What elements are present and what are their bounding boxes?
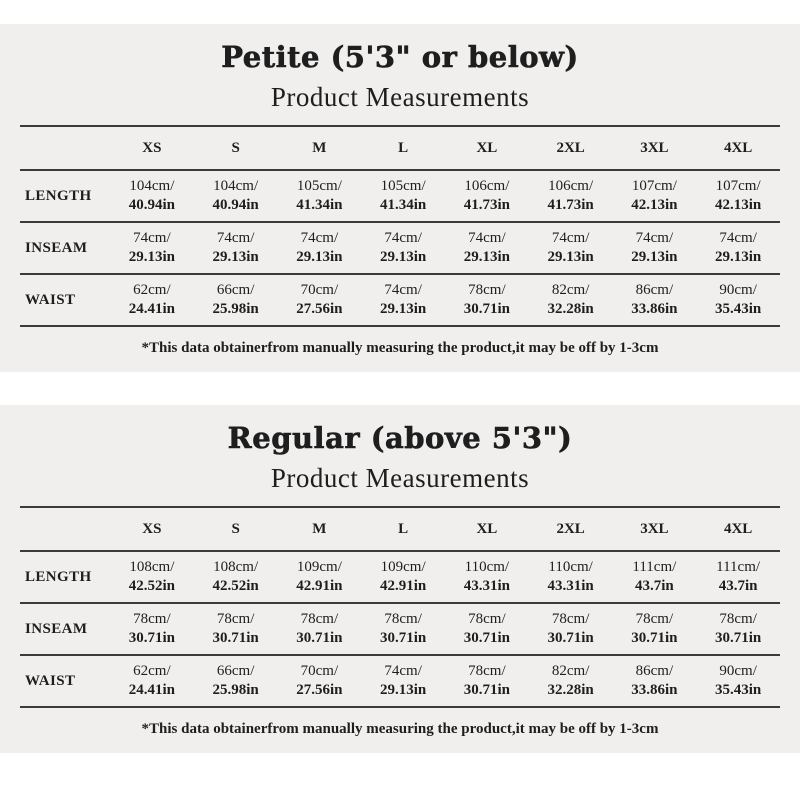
measurement-cell xyxy=(278,274,362,326)
in-value: 29.13in xyxy=(631,249,678,265)
measurement-cell xyxy=(529,170,613,222)
size-header-row xyxy=(20,507,780,551)
cm-value: 78cm/ xyxy=(384,611,422,628)
size-column-header: S xyxy=(231,139,240,156)
regular-size-table xyxy=(20,506,780,708)
in-value: 30.71in xyxy=(631,630,678,646)
measurement-row-inseam xyxy=(20,222,780,274)
measurement-cell xyxy=(194,551,278,603)
cm-value: 78cm/ xyxy=(719,611,757,628)
cm-value: 74cm/ xyxy=(216,230,255,247)
cm-value: 74cm/ xyxy=(551,230,590,247)
in-value: 40.94in xyxy=(128,197,175,213)
measurement-cell xyxy=(613,170,697,222)
section-regular xyxy=(0,405,800,753)
measurement-cell xyxy=(445,603,529,655)
in-value: 32.28in xyxy=(547,301,594,317)
in-value: 43.31in xyxy=(463,578,510,594)
cm-value: 111cm/ xyxy=(632,559,677,576)
size-column-header: 3XL xyxy=(640,139,669,156)
measurement-cell xyxy=(445,222,529,274)
in-value: 41.34in xyxy=(296,197,343,213)
measurement-cell xyxy=(529,274,613,326)
in-value: 30.71in xyxy=(379,630,427,646)
regular-measurement-disclaimer: *This data obtainerfrom manually measuring the product,it may be off by 1-3cm xyxy=(141,721,659,737)
row-label: WAIST xyxy=(25,291,76,308)
cm-value: 74cm/ xyxy=(300,230,339,247)
in-value: 43.7in xyxy=(718,578,758,594)
measurement-cell xyxy=(110,222,194,274)
in-value: 41.73in xyxy=(547,197,594,213)
cm-value: 78cm/ xyxy=(300,611,339,628)
cm-value: 107cm/ xyxy=(631,178,677,195)
in-value: 29.13in xyxy=(212,249,259,265)
measurement-cell xyxy=(110,551,194,603)
in-value: 30.71in xyxy=(714,630,762,646)
measurement-row-length xyxy=(20,170,780,222)
in-value: 42.13in xyxy=(714,197,762,213)
measurement-row-inseam xyxy=(20,603,780,655)
cm-value: 70cm/ xyxy=(300,282,339,299)
row-label: LENGTH xyxy=(25,568,92,585)
in-value: 35.43in xyxy=(714,301,762,317)
in-value: 29.13in xyxy=(296,249,343,265)
row-label: LENGTH xyxy=(25,187,92,204)
size-column-header: 2XL xyxy=(556,139,585,156)
cm-value: 109cm/ xyxy=(296,559,342,576)
size-column-header: S xyxy=(231,520,240,537)
cm-value: 110cm/ xyxy=(464,559,510,576)
in-value: 30.71in xyxy=(296,630,343,646)
measurement-cell xyxy=(278,603,362,655)
cm-value: 108cm/ xyxy=(129,559,175,576)
in-value: 24.41in xyxy=(128,682,175,698)
corner-cell xyxy=(20,507,110,551)
in-value: 27.56in xyxy=(296,682,343,698)
measurement-cell xyxy=(696,603,780,655)
measurement-cell xyxy=(278,170,362,222)
in-value: 42.91in xyxy=(379,578,427,594)
measurement-cell xyxy=(361,274,445,326)
in-value: 30.71in xyxy=(463,682,510,698)
cm-value: 78cm/ xyxy=(551,611,590,628)
cm-value: 66cm/ xyxy=(216,663,255,680)
petite-product-measurements-heading: Product Measurements xyxy=(270,82,530,112)
in-value: 29.13in xyxy=(128,249,175,265)
measurement-row-length xyxy=(20,551,780,603)
measurement-cell xyxy=(696,170,780,222)
cm-value: 109cm/ xyxy=(380,559,426,576)
size-column-header: M xyxy=(312,139,327,156)
cm-value: 82cm/ xyxy=(551,282,590,299)
measurement-cell xyxy=(361,603,445,655)
in-value: 42.52in xyxy=(128,578,175,594)
cm-value: 107cm/ xyxy=(715,178,761,195)
in-value: 32.28in xyxy=(547,682,594,698)
cm-value: 74cm/ xyxy=(468,230,506,247)
size-column-header: M xyxy=(312,520,327,537)
measurement-cell xyxy=(278,222,362,274)
cm-value: 74cm/ xyxy=(384,230,422,247)
size-column-header: L xyxy=(398,139,409,156)
in-value: 43.31in xyxy=(547,578,594,594)
in-value: 29.13in xyxy=(463,249,510,265)
in-value: 27.56in xyxy=(296,301,343,317)
in-value: 29.13in xyxy=(714,249,762,265)
in-value: 43.7in xyxy=(634,578,674,594)
cm-value: 106cm/ xyxy=(548,178,594,195)
cm-value: 74cm/ xyxy=(133,230,171,247)
measurement-cell xyxy=(278,655,362,707)
measurement-cell xyxy=(110,274,194,326)
size-column-header: 4XL xyxy=(723,520,753,537)
in-value: 35.43in xyxy=(714,682,762,698)
in-value: 24.41in xyxy=(128,301,175,317)
measurement-cell xyxy=(613,274,697,326)
regular-section-title: Regular (above 5'3") xyxy=(227,421,573,455)
in-value: 41.73in xyxy=(463,197,510,213)
cm-value: 78cm/ xyxy=(133,611,171,628)
measurement-cell xyxy=(110,603,194,655)
measurement-cell xyxy=(110,655,194,707)
size-column-header: L xyxy=(398,520,409,537)
cm-value: 74cm/ xyxy=(635,230,674,247)
size-column-header: XS xyxy=(142,520,162,537)
cm-value: 78cm/ xyxy=(635,611,674,628)
measurement-cell xyxy=(194,655,278,707)
cm-value: 78cm/ xyxy=(468,282,506,299)
measurement-cell xyxy=(696,551,780,603)
measurement-cell xyxy=(529,222,613,274)
cm-value: 110cm/ xyxy=(548,559,593,576)
measurement-cell xyxy=(445,655,529,707)
in-value: 41.34in xyxy=(379,197,427,213)
cm-value: 111cm/ xyxy=(716,559,761,576)
row-label: WAIST xyxy=(25,672,76,689)
row-label: INSEAM xyxy=(25,239,88,256)
cm-value: 74cm/ xyxy=(384,282,422,299)
petite-section-title: Petite (5'3" or below) xyxy=(221,40,579,74)
cm-value: 78cm/ xyxy=(468,663,506,680)
cm-value: 62cm/ xyxy=(133,663,171,680)
in-value: 29.13in xyxy=(379,682,427,698)
measurement-cell xyxy=(194,274,278,326)
measurement-cell xyxy=(194,603,278,655)
measurement-cell xyxy=(529,551,613,603)
petite-size-table xyxy=(20,125,780,327)
in-value: 30.71in xyxy=(128,630,175,646)
measurement-cell xyxy=(194,222,278,274)
measurement-cell xyxy=(529,655,613,707)
regular-product-measurements-heading: Product Measurements xyxy=(270,463,530,493)
cm-value: 74cm/ xyxy=(384,663,422,680)
measurement-cell xyxy=(445,274,529,326)
measurement-cell xyxy=(529,603,613,655)
measurement-cell xyxy=(696,222,780,274)
in-value: 33.86in xyxy=(631,301,678,317)
cm-value: 66cm/ xyxy=(216,282,255,299)
cm-value: 104cm/ xyxy=(213,178,259,195)
in-value: 30.71in xyxy=(463,301,510,317)
measurement-cell xyxy=(361,222,445,274)
in-value: 30.71in xyxy=(212,630,259,646)
measurement-cell xyxy=(613,551,697,603)
size-column-header: 2XL xyxy=(556,520,585,537)
measurement-row-waist xyxy=(20,274,780,326)
measurement-row-waist xyxy=(20,655,780,707)
row-label: INSEAM xyxy=(25,620,88,637)
measurement-cell xyxy=(278,551,362,603)
measurement-cell xyxy=(361,551,445,603)
measurement-cell xyxy=(361,655,445,707)
measurement-cell xyxy=(445,170,529,222)
cm-value: 86cm/ xyxy=(635,282,674,299)
corner-cell xyxy=(20,126,110,170)
in-value: 29.13in xyxy=(379,301,427,317)
in-value: 29.13in xyxy=(379,249,427,265)
in-value: 42.91in xyxy=(296,578,343,594)
cm-value: 74cm/ xyxy=(719,230,757,247)
cm-value: 105cm/ xyxy=(380,178,426,195)
size-column-header: XS xyxy=(142,139,162,156)
size-column-header: XL xyxy=(476,520,498,537)
in-value: 42.52in xyxy=(212,578,259,594)
in-value: 40.94in xyxy=(212,197,259,213)
in-value: 25.98in xyxy=(212,301,259,317)
measurement-cell xyxy=(445,551,529,603)
petite-measurement-disclaimer: *This data obtainerfrom manually measuring the product,it may be off by 1-3cm xyxy=(141,340,659,356)
section-petite xyxy=(0,24,800,372)
size-header-row xyxy=(20,126,780,170)
cm-value: 104cm/ xyxy=(129,178,175,195)
cm-value: 82cm/ xyxy=(551,663,590,680)
in-value: 29.13in xyxy=(547,249,594,265)
in-value: 30.71in xyxy=(463,630,510,646)
size-column-header: XL xyxy=(476,139,498,156)
measurement-cell xyxy=(696,655,780,707)
cm-value: 105cm/ xyxy=(296,178,342,195)
measurement-cell xyxy=(110,170,194,222)
cm-value: 78cm/ xyxy=(216,611,255,628)
cm-value: 90cm/ xyxy=(719,663,757,680)
in-value: 42.13in xyxy=(631,197,678,213)
measurement-cell xyxy=(613,222,697,274)
cm-value: 78cm/ xyxy=(468,611,506,628)
cm-value: 70cm/ xyxy=(300,663,339,680)
in-value: 33.86in xyxy=(631,682,678,698)
in-value: 25.98in xyxy=(212,682,259,698)
cm-value: 62cm/ xyxy=(133,282,171,299)
cm-value: 86cm/ xyxy=(635,663,674,680)
measurement-cell xyxy=(361,170,445,222)
cm-value: 90cm/ xyxy=(719,282,757,299)
in-value: 30.71in xyxy=(547,630,594,646)
size-column-header: 4XL xyxy=(723,139,753,156)
measurement-cell xyxy=(613,655,697,707)
size-column-header: 3XL xyxy=(640,520,669,537)
cm-value: 108cm/ xyxy=(213,559,259,576)
measurement-cell xyxy=(696,274,780,326)
measurement-cell xyxy=(613,603,697,655)
measurement-cell xyxy=(194,170,278,222)
cm-value: 106cm/ xyxy=(464,178,510,195)
